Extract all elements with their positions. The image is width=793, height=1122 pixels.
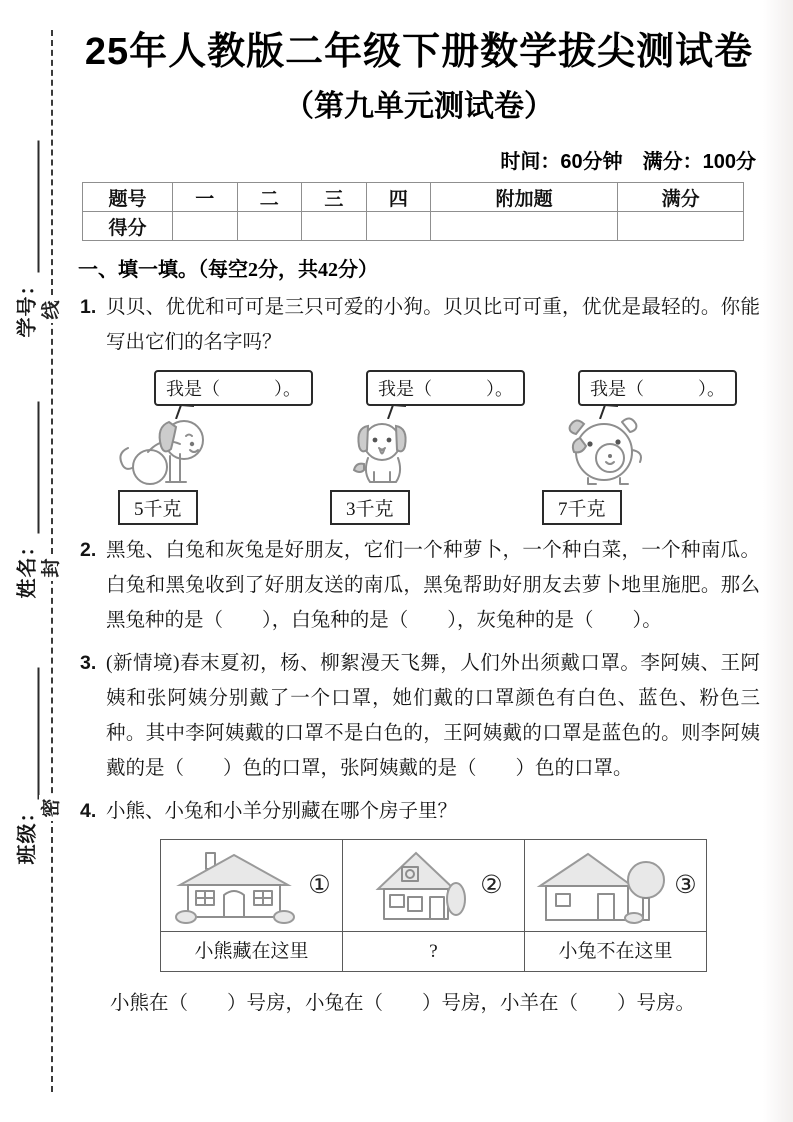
houses-picture-row — [161, 840, 707, 932]
houses-table — [160, 839, 707, 972]
score-header-cell: 一 — [173, 183, 238, 212]
question-1-number: 1. — [80, 296, 97, 318]
question-3-text: (新情境)春末夏初，杨、柳絮漫天飞舞，人们外出须戴口罩。李阿姨、王阿姨和张阿姨分别戴了一个口罩，她们戴的口罩颜色有白色、蓝色、粉色三种。其中李阿姨戴的口罩不是白色的，王阿姨戴的口罩是蓝色的。则李阿姨戴的是（ ）色的口罩，张阿姨戴的是（ ）色的口罩。 — [106, 653, 760, 779]
question-4 — [78, 794, 760, 1021]
score-header-cell: 题号 — [83, 183, 173, 212]
speech-bubble-1-text: 我是（ ）。 — [166, 379, 301, 399]
student-id-blank — [22, 141, 40, 273]
speech-bubble-1 — [154, 370, 313, 406]
score-empty-cell — [173, 212, 238, 241]
student-id-field — [14, 123, 40, 338]
class-field — [14, 650, 40, 865]
seal-char-mi: 密 — [39, 795, 65, 821]
question-4-number: 4. — [80, 800, 97, 822]
score-empty-cell — [302, 212, 367, 241]
dog-group-1 — [112, 370, 324, 525]
speech-bubble-2-text: 我是（ ）。 — [378, 379, 513, 399]
score-header-cell: 三 — [302, 183, 367, 212]
house-3-number: ③ — [674, 872, 697, 899]
name-blank — [22, 402, 40, 534]
question-4-text: 小熊、小兔和小羊分别藏在哪个房子里？ — [106, 801, 458, 822]
score-empty-cell — [366, 212, 431, 241]
weight-box-3: 7千克 — [542, 490, 622, 525]
seal-char-xian: 线 — [39, 297, 65, 323]
dog-group-3 — [536, 370, 748, 525]
name-label: 姓名： — [16, 535, 39, 599]
puppy-front-icon — [324, 412, 474, 488]
name-field — [14, 384, 40, 599]
question-1-figure — [112, 370, 760, 525]
score-header-cell: 满分 — [618, 183, 744, 212]
question-2-text: 黑兔、白兔和灰兔是好朋友，它们一个种萝卜，一个种白菜，一个种南瓜。白兔和黑兔收到了好朋友送的南瓜，黑兔帮助好朋友去萝卜地里施肥。那么黑兔种的是（ ），白兔种的是（ ），灰兔种的是（ ）。 — [106, 540, 760, 631]
question-1 — [78, 290, 760, 360]
bubble-tail-icon — [172, 403, 194, 419]
section-one-title: 一、填一填。 — [78, 259, 198, 281]
house-cell-1 — [161, 840, 343, 932]
house-2-number: ② — [480, 872, 503, 899]
house-2-icon — [364, 847, 474, 925]
score-table — [82, 182, 744, 241]
student-id-label: 学号： — [16, 274, 39, 338]
speech-bubble-2 — [366, 370, 525, 406]
question-3 — [78, 646, 760, 786]
paper-title: 25年人教版二年级下册数学拔尖测试卷 — [84, 31, 754, 73]
bubble-tail-icon — [596, 403, 618, 419]
class-label: 班级： — [16, 801, 39, 865]
house-cell-3 — [525, 840, 707, 932]
question-2 — [78, 533, 760, 638]
main-content — [78, 0, 760, 1021]
question-3-number: 3. — [80, 652, 97, 674]
score-header-row — [83, 183, 744, 212]
section-one-heading — [78, 253, 760, 282]
speech-bubble-3-text: 我是（ ）。 — [590, 379, 725, 399]
question-4-answer-line: 小熊在（ ）号房，小兔在（ ）号房，小羊在（ ）号房。 — [110, 993, 696, 1014]
score-header-cell: 四 — [366, 183, 431, 212]
class-blank — [22, 668, 40, 800]
houses-caption-row — [161, 932, 707, 972]
question-1-text: 贝贝、优优和可可是三只可爱的小狗。贝贝比可可重，优优是最轻的。你能写出它们的名字吗？ — [106, 297, 760, 353]
score-header-cell: 二 — [237, 183, 302, 212]
weight-box-1: 5千克 — [118, 490, 198, 525]
score-row-label: 得分 — [83, 212, 173, 241]
speech-bubble-3 — [578, 370, 737, 406]
house-caption-3: 小兔不在这里 — [525, 932, 707, 972]
paper-subtitle: （第九单元测试卷） — [284, 90, 554, 123]
score-empty-cell — [431, 212, 618, 241]
scan-edge-shade — [763, 0, 793, 1122]
time-score-info: 时间：60分钟 满分：100分 — [500, 151, 756, 173]
score-empty-cell — [237, 212, 302, 241]
puppy-chubby-icon — [536, 412, 686, 488]
question-2-number: 2. — [80, 539, 97, 561]
weight-box-2: 3千克 — [330, 490, 410, 525]
house-1-number: ① — [308, 872, 331, 899]
score-header-cell: 附加题 — [431, 183, 618, 212]
score-empty-cell — [618, 212, 744, 241]
house-caption-1: 小熊藏在这里 — [161, 932, 343, 972]
dog-group-2 — [324, 370, 536, 525]
house-1-icon — [172, 847, 302, 925]
bubble-tail-icon — [384, 403, 406, 419]
section-one-points: （每空2分，共42分） — [198, 259, 378, 281]
puppy-sitting-icon — [112, 412, 262, 488]
seal-char-feng: 封 — [39, 555, 65, 581]
house-3-icon — [534, 846, 668, 926]
house-caption-2: ? — [343, 932, 525, 972]
house-cell-2 — [343, 840, 525, 932]
score-value-row — [83, 212, 744, 241]
